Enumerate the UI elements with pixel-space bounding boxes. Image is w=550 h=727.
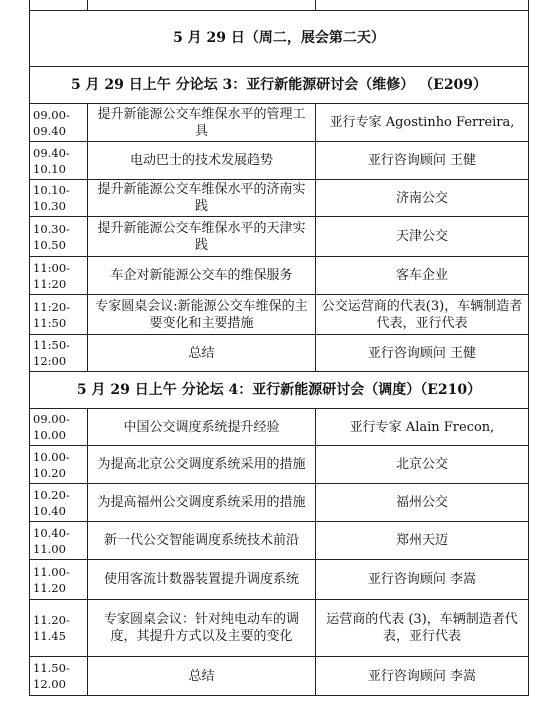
speaker-cell: 运营商的代表 (3)，车辆制造者代表，亚行代表: [316, 600, 529, 657]
table-row: [30, 484, 529, 522]
topic-cell: 总结: [88, 335, 316, 372]
speaker-cell: 福州公交: [316, 484, 529, 522]
table-row: [30, 335, 529, 372]
table-row: [30, 560, 529, 600]
session-header-row: [30, 372, 529, 409]
time-cell: 10.20- 10.40: [30, 484, 88, 522]
topic-cell: 使用客流计数器装置提升调度系统: [88, 560, 316, 600]
table-row: [30, 257, 529, 295]
time-cell: 11.20- 11.45: [30, 600, 88, 657]
time-cell: 09.40- 10.10: [30, 142, 88, 180]
speaker-cell: 亚行咨询顾问 李嵩: [316, 657, 529, 696]
topic-cell: 提升新能源公交车维保水平的管理工具: [88, 104, 316, 142]
topic-cell: 新一代公交智能调度系统技术前沿: [88, 522, 316, 560]
topic-cell: 为提高北京公交调度系统采用的措施: [88, 446, 316, 484]
time-cell: 09.00- 09.40: [30, 104, 88, 142]
time-cell: 11:20- 11:50: [30, 295, 88, 335]
time-cell: 11.00- 11.20: [30, 560, 88, 600]
topic-cell: 专家圆桌会议：针对纯电动车的调度，其提升方式以及主要的变化: [88, 600, 316, 657]
time-cell: 10.30- 10.50: [30, 217, 88, 257]
speaker-cell: 亚行咨询顾问 王健: [316, 142, 529, 180]
topic-cell: 为提高福州公交调度系统采用的措施: [88, 484, 316, 522]
table-row: [30, 409, 529, 446]
schedule-table: [29, 0, 529, 696]
speaker-cell: 客车企业: [316, 257, 529, 295]
table-row: [30, 142, 529, 180]
speaker-cell: 亚行专家 Agostinho Ferreira,: [316, 104, 529, 142]
session-title: 5 月 29 日上午 分论坛 3：亚行新能源研讨会（维修） （E209）: [30, 67, 529, 104]
time-cell: 11.50- 12.00: [30, 657, 88, 696]
topic-cell: 中国公交调度系统提升经验: [88, 409, 316, 446]
speaker-cell: 亚行咨询顾问 李嵩: [316, 560, 529, 600]
speaker-cell: 公交运营商的代表(3)，车辆制造者代表，亚行代表: [316, 295, 529, 335]
topic-cell: 车企对新能源公交车的维保服务: [88, 257, 316, 295]
topic-cell: 提升新能源公交车维保水平的天津实践: [88, 217, 316, 257]
topic-cell: 提升新能源公交车维保水平的济南实践: [88, 180, 316, 217]
speaker-cell: 亚行咨询顾问 王健: [316, 335, 529, 372]
table-row: [30, 104, 529, 142]
topic-cell: 专家圆桌会议:新能源公交车维保的主要变化和主要措施: [88, 295, 316, 335]
session-title: 5 月 29 日上午 分论坛 4：亚行新能源研讨会（调度）（E210）: [30, 372, 529, 409]
day-header-row: [30, 11, 529, 67]
topic-cell: 总结: [88, 657, 316, 696]
time-cell: 10.40- 11.00: [30, 522, 88, 560]
table-row: [30, 657, 529, 696]
session-header-row: [30, 67, 529, 104]
topic-cell: 电动巴士的技术发展趋势: [88, 142, 316, 180]
speaker-cell: 北京公交: [316, 446, 529, 484]
table-row: [30, 180, 529, 217]
time-cell: 10.10- 10.30: [30, 180, 88, 217]
table-row: [30, 446, 529, 484]
day-header: 5 月 29 日（周二，展会第二天）: [30, 11, 529, 67]
speaker-cell: 济南公交: [316, 180, 529, 217]
table-row: [30, 522, 529, 560]
table-row: [30, 295, 529, 335]
time-cell: 11:50- 12:00: [30, 335, 88, 372]
schedule-page: [29, 0, 528, 696]
time-cell: 11:00- 11:20: [30, 257, 88, 295]
table-row: [30, 217, 529, 257]
top-border-row: [30, 0, 529, 11]
table-row: [30, 600, 529, 657]
time-cell: 09.00- 10.00: [30, 409, 88, 446]
time-cell: 10.00- 10.20: [30, 446, 88, 484]
speaker-cell: 亚行专家 Alain Frecon,: [316, 409, 529, 446]
speaker-cell: 天津公交: [316, 217, 529, 257]
speaker-cell: 郑州天迈: [316, 522, 529, 560]
